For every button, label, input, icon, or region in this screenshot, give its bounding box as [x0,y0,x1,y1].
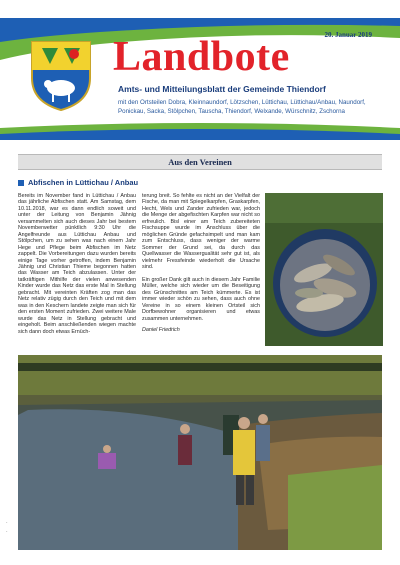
masthead-banner [0,0,400,140]
article-column-2 [142,193,260,334]
section-heading: Aus den Vereinen [18,154,382,170]
article-headline [18,178,138,187]
bullet-square-icon [18,180,24,186]
article-column-2-text: terung breit. So fehlte es nicht an der Vielfalt der Fische, da man mit Spiegelkarpfen, Graskarpfen, Hecht, Wels und Zander zufrieden war, jedoch die Menge der abgefischten Karpfen war nicht so erfreulich. Bisl einer am Teich zubereiteten Fischsuppe wurde im Anschluss über die möglichen Gründe gefachsimpelt und man kam zum Entschluss, dass weniger der warme Sommer der Grund sei, da durch das Quellwasser die Wassergualität sehr gut ist, als vielmehr Fressfeinde wiederholt die Ursache sind. [142,193,260,270]
newspaper-title: Landbote [113,34,290,80]
article-column-1: Bereits im November fand in Lüttichau / Anbau das jährliche Abfischen statt. Am Samstag, dem 10.11.2018, war es dann endlich soweit und unter der Leitung von Benjamin Jähnig versammelten sich auch dieses Jahr bei bestem Novemberwetter pünktlich 9:30 Uhr die Angelfreunde aus Lüttichau Anbau und Stölpchen, um zu sehen was nach einem Jahr Hege und Pflege beim Abfischen im Netz zappelt. Die Vorbereitungen dazu wurden bereits einige Tage vorher getroffen, indem Benjamin Jähnig und Christian Thieme begonnen hatten das Wasser am Teich abzulassen. Unter der tatkräftigen Mithilfe der vielen anwesenden Kinder wurde das Netz das erste Mal in Stellung gebracht. Mit vereinten Kräften zog man das Netz relativ zügig durch den Teich und mit dem was in den Keschern landete zeigte man sich für den ersten Moment zufrieden. Zwei weitere Male wurde das Netz in Stellung gebracht und eingeholt. Beim anschließenden wiegen machte sich dann doch etwas Ernüch- [18,193,136,335]
newspaper-subtitle: Amts- und Mitteilungsblatt der Gemeinde Thiendorf [118,84,326,94]
fish-basket-photo [265,193,383,346]
article-headline-text: Abfischen in Lüttichau / Anbau [28,178,139,187]
article-column-2-text-b: Ein großer Dank gilt auch in diesem Jahr Familie Müller, welche sich wieder um die Beseitigung des Grünschnittes am Teich kümmerte. Es ist immer wieder schön zu sehen, dass auch ohne Vereine in so einem kleinen Ortsteil sich Dorfbewohner organisieren und etwas zusammen unternehmen. [142,276,260,322]
coat-of-arms-icon [30,40,92,112]
town-list: mit den Ortsteilen Dobra, Kleinnaundorf, Lötzschen, Lüttichau, Lüttichau/Anbau, Naundorf, Ponickau, Sacka, Stölpchen, Tauscha, Thiendorf, Welxande, Würschnitz, Zschorna [118,99,366,115]
article-author: Daniel Friedrich [142,327,180,334]
issue-date: 20. Januar 2019 [324,31,372,39]
fishing-pond-photo [18,355,382,550]
margin-mark: · · [6,520,8,535]
